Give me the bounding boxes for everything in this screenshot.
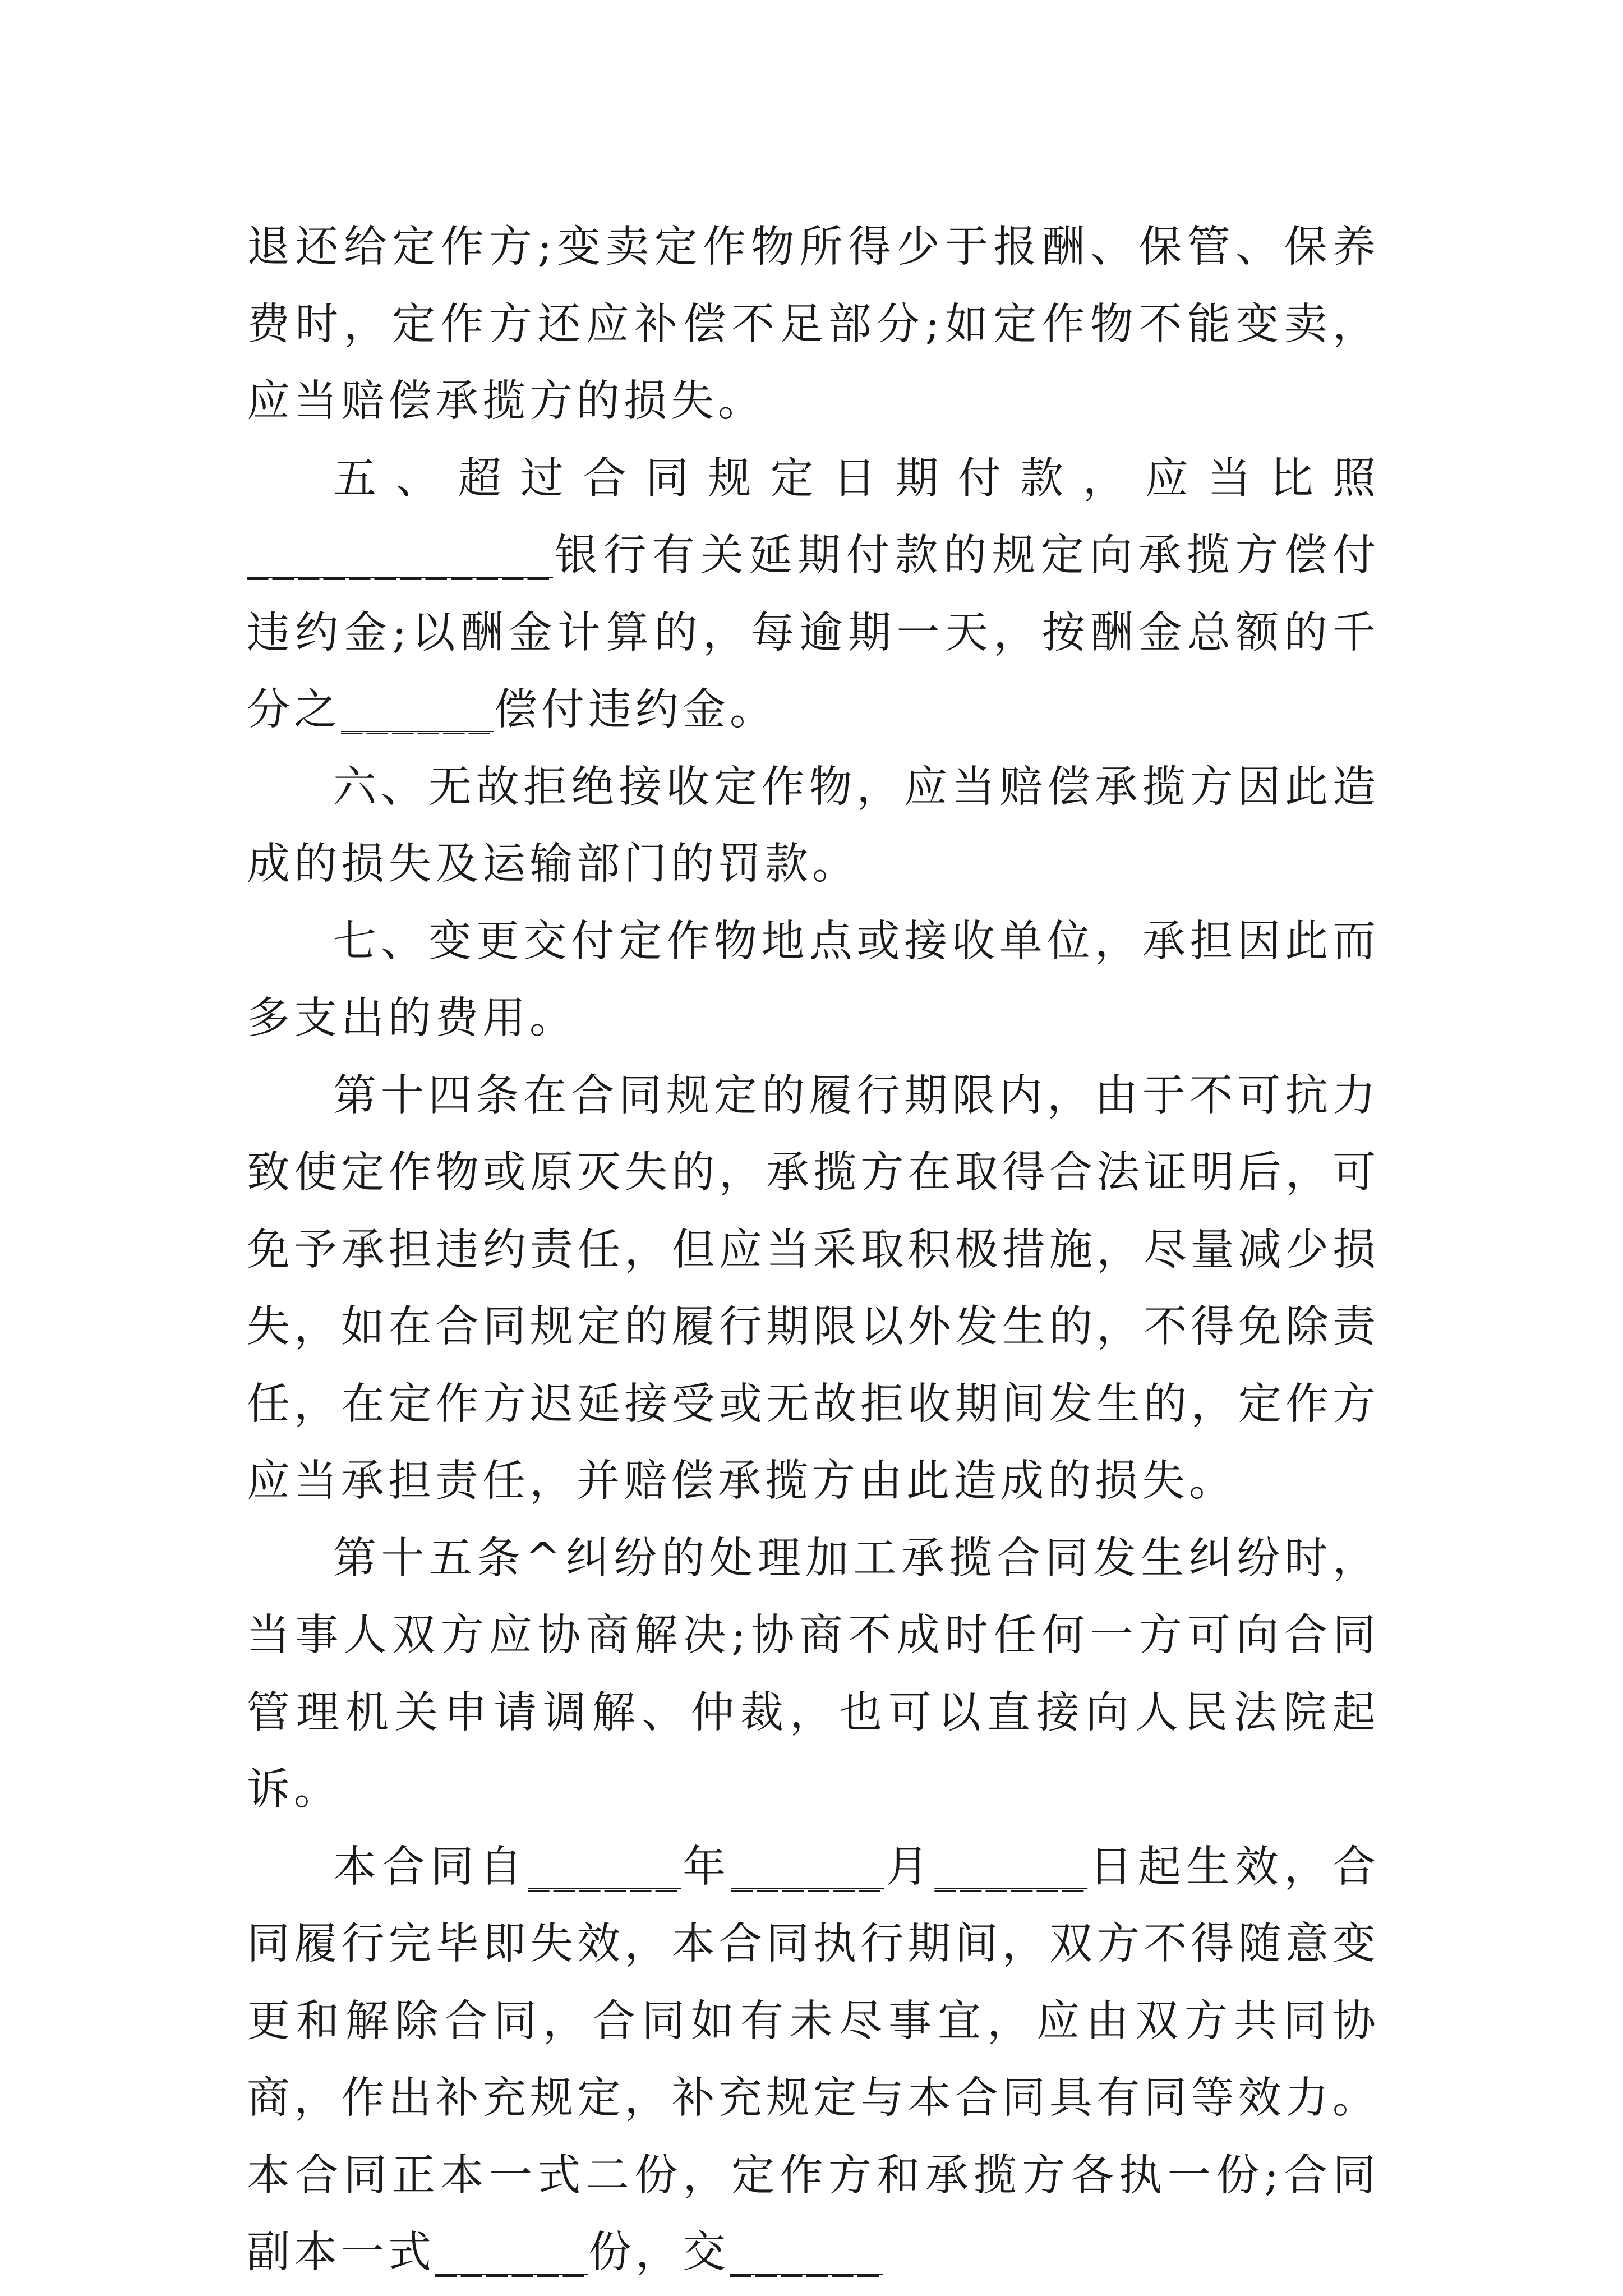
paragraph-text: 七、变更交付定作物地点或接收单位，承担因此而多支出的费用。 (247, 916, 1380, 1043)
paragraph-text: 银行有关延期付款的规定向承揽方偿付违约金;以酬金计算的，每逾期一天，按酬金总额的千分之 (247, 531, 1380, 735)
paragraph-clause-7 (247, 903, 1380, 1057)
paragraph-text: 本合同自 (333, 1842, 528, 1892)
fill-blank-copies: ______ (435, 2228, 588, 2277)
paragraph-continued (247, 209, 1380, 440)
paragraph-article-14 (247, 1057, 1380, 1520)
paragraph-text: 份，交 (588, 2228, 730, 2277)
paragraph-text: 日起生效，合同履行完毕即失效，本合同执行期间，双方不得随意变更和解除合同，合同如有未尽事宜，应由双方共同协商，作出补充规定，补充规定与本合同具有同等效力。本合同正本一式二份，定作方和承揽方各执一份;合同副本一式 (247, 1842, 1380, 2277)
fill-blank-month: ______ (731, 1842, 884, 1892)
fill-blank: ______ (341, 685, 494, 735)
paragraph-clause-6 (247, 749, 1380, 903)
paragraph-clause-5 (247, 440, 1380, 749)
paragraph-text: 年 (681, 1842, 731, 1892)
paragraph-text: 第十四条在合同规定的履行期限内，由于不可抗力致使定作物或原灭失的，承揽方在取得合法证明后，可免予承担违约责任，但应当采取积极措施，尽量减少损失，如在合同规定的履行期限以外发生的，不得免除责任，在定作方迟延接受或无故拒收期间发生的，定作方应当承担责任，并赔偿承揽方由此造成的损失。 (247, 1070, 1380, 1506)
paragraph-text: 月 (884, 1842, 935, 1892)
paragraph-text: 六、无故拒绝接收定作物，应当赔偿承揽方因此造成的损失及运输部门的罚款。 (247, 762, 1380, 889)
fill-blank-recipient: ______ (730, 2228, 883, 2277)
paragraph-text: 退还给定作方;变卖定作物所得少于报酬、保管、保养费时，定作方还应补偿不足部分;如定作物不能变卖，应当赔偿承揽方的损失。 (247, 222, 1380, 426)
paragraph-text: 偿付违约金。 (494, 685, 777, 735)
paragraph-text: 第十五条^纠纷的处理加工承揽合同发生纠纷时，当事人双方应协商解决;协商不成时任何一方可向合同管理机关申请调解、仲裁，也可以直接向人民法院起诉。 (247, 1533, 1380, 1815)
paragraph-effective-date (247, 1829, 1380, 2292)
document-body (247, 209, 1380, 2292)
paragraph-text: 五、超过合同规定日期付款，应当比照 (333, 453, 1380, 504)
fill-blank-year: ______ (528, 1842, 681, 1892)
paragraph-article-15 (247, 1520, 1380, 1829)
fill-blank-day: ______ (934, 1842, 1088, 1892)
fill-blank: ____________ (247, 531, 553, 581)
